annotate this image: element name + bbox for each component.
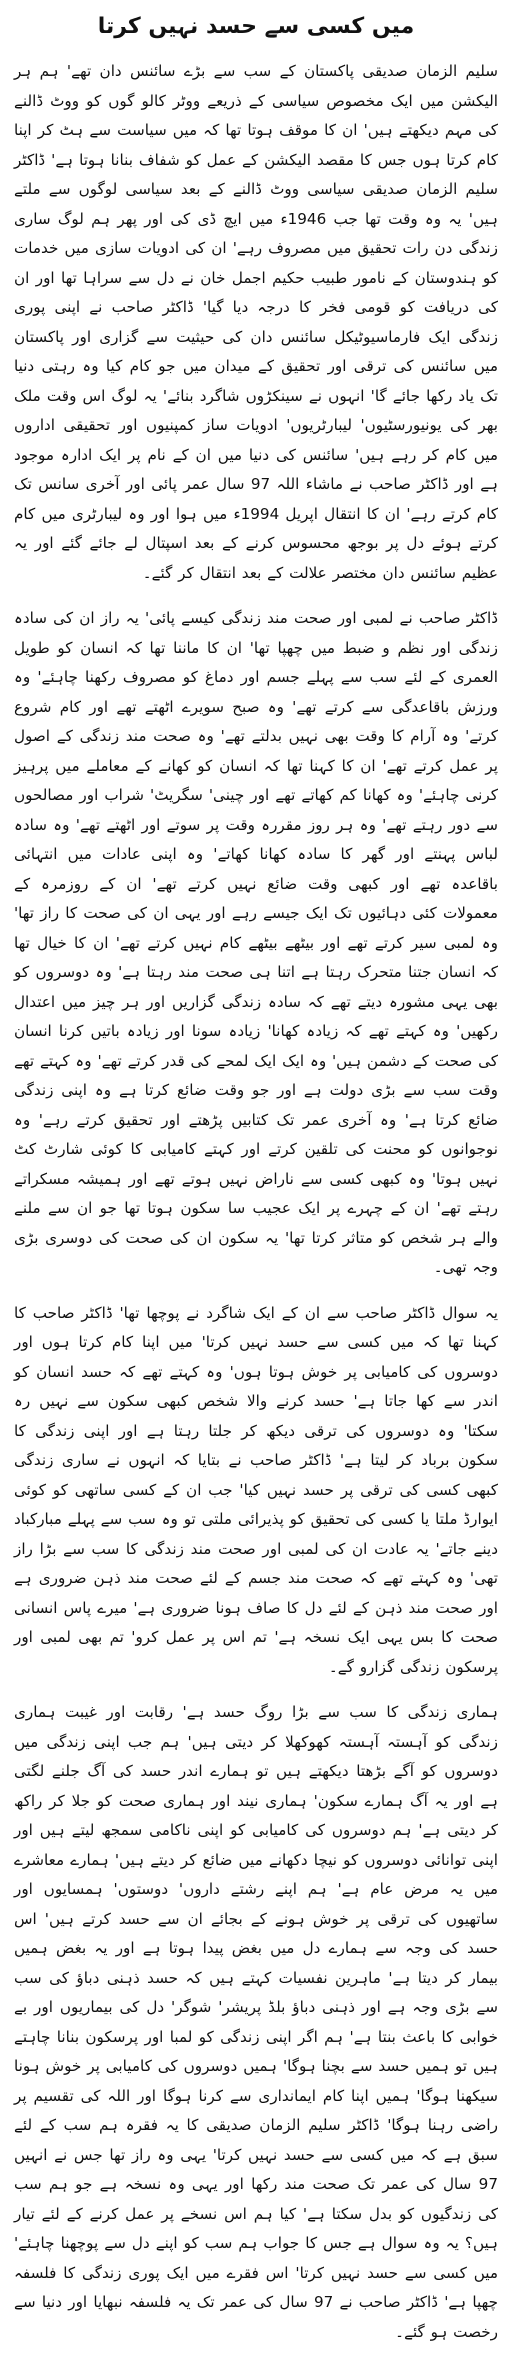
- article-paragraph: سلیم الزمان صدیقی پاکستان کے سب سے بڑے سائنس دان تھے' ہم ہر الیکشن میں ایک مخصوص سیاسی کے ذریعے ووٹر کالو گوں کو ووٹ ڈالنے کی مہم دیکھتے ہیں' ان کا موقف ہوتا تھا کہ میں سیاست سے ہٹ کر اپنا کام کرتا ہوں جس کا مقصد الیکشن کے عمل کو شفاف بنانا ہوتا ہے' ڈاکٹر سلیم الزمان صدیقی سیاسی ووٹ ڈالنے کے بعد سیاسی لوگوں سے ملتے ہیں' یہ وہ وقت تھا جب 1946ء میں ایچ ڈی کی اور پھر ہم لوگ ساری زندگی دن رات تحقیق میں مصروف رہے' ان کی ادویات سازی میں خدمات کو ہندوستان کے نامور طبیب حکیم اجمل خان نے دل سے سراہا تھا اور ان کی دریافت کو قومی فخر کا درجہ دیا گیا' ڈاکٹر صاحب نے اپنی پوری زندگی ایک فارماسیوٹیکل سائنس دان کی حیثیت سے گزاری اور پاکستان میں سائنس کی ترقی اور تحقیق کے میدان میں جو کام کیا وہ رہتی دنیا تک یاد رکھا جائے گا' انہوں نے سینکڑوں شاگرد بنائے' یہ لوگ اس وقت ملک بھر کی یونیورسٹیوں' لیبارٹریوں' ادویات ساز کمپنیوں اور تحقیقی اداروں میں کام کر رہے ہیں' سائنس کی دنیا میں ان کے نام پر ایک ادارہ موجود ہے اور ڈاکٹر صاحب نے ماشاء اللہ 97 سال عمر پائی اور آخری سانس تک کام کرتے رہے' ان کا انتقال اپریل 1994ء میں ہوا اور وہ لیبارٹری میں کام کرتے ہوئے دل پر بوجھ محسوس کرنے کے بعد اسپتال لے جائے گئے اور یہ عظیم سائنس دان مختصر علالت کے بعد انتقال کر گئے۔: [14, 62, 499, 582]
- article-paragraph: یہ سوال ڈاکٹر صاحب سے ان کے ایک شاگرد نے پوچھا تھا' ڈاکٹر صاحب کا کہنا تھا کہ میں کسی سے حسد نہیں کرتا' میں اپنا کام کرتا ہوں اور دوسروں کی کامیابی پر خوش ہوتا ہوں' وہ کہتے تھے کہ حسد انسان کو اندر سے کھا جاتا ہے' حسد کرنے والا شخص کبھی سکون سے نہیں رہ سکتا' وہ دوسروں کی ترقی دیکھ کر جلتا رہتا ہے اور اپنی زندگی کا سکون برباد کر لیتا ہے' ڈاکٹر صاحب نے بتایا کہ انہوں نے ساری زندگی کبھی کسی کی ترقی پر حسد نہیں کیا' جب ان کے کسی ساتھی کو کوئی ایوارڈ ملتا یا کسی کی تحقیق کو پذیرائی ملتی تو وہ سب سے پہلے مبارکباد دینے جاتے' یہ عادت ان کی لمبی اور صحت مند زندگی کا سب سے بڑا راز تھی' وہ کہتے تھے کہ صحت مند جسم کے لئے صحت مند ذہن ضروری ہے اور صحت مند ذہن کے لئے دل کا صاف ہونا ضروری ہے' میرے پاس انسانی صحت کا بس یہی ایک نسخہ ہے' تم اس پر عمل کرو' تم بھی لمبی اور پرسکون زندگی گزارو گے۔: [14, 1303, 498, 1676]
- article-paragraph: ڈاکٹر صاحب نے لمبی اور صحت مند زندگی کیسے پائی' یہ راز ان کی سادہ زندگی اور نظم و ضبط میں چھپا تھا' ان کا ماننا تھا کہ انسان کو طویل العمری کے لئے سب سے پہلے جسم اور دماغ کو مصروف رکھنا چاہئے' وہ ورزش باقاعدگی سے کرتے تھے' وہ صبح سویرے اٹھتے تھے اور کام شروع کرتے' وہ آرام کا وقت بھی نہیں بدلتے تھے' وہ صحت مند زندگی کے اصول پر عمل کرتے تھے' ان کا کہنا تھا کہ انسان کو کھانے کے معاملے میں پرہیز کرنی چاہئے' وہ کھانا کم کھاتے تھے اور چینی' سگریٹ' شراب اور مصالحوں سے دور رہتے تھے' وہ ہر روز مقررہ وقت پر سوتے اور اٹھتے تھے' وہ سادہ لباس پہنتے اور گھر کا سادہ کھانا کھاتے' وہ اپنی عادات میں انتہائی باقاعدہ تھے اور کبھی وقت ضائع نہیں کرتے تھے' ان کے روزمرہ کے معمولات کئی دہائیوں تک ایک جیسے رہے اور یہی ان کی صحت کا راز تھا' وہ لمبی سیر کرتے تھے اور بیٹھے بیٹھے کام نہیں کرتے تھے' ان کا خیال تھا کہ انسان جتنا متحرک رہتا ہے اتنا ہی صحت مند رہتا ہے' وہ دوسروں کو بھی یہی مشورہ دیتے تھے کہ سادہ زندگی گزاریں اور ہر چیز میں اعتدال رکھیں' وہ کہتے تھے کہ زیادہ کھانا' زیادہ سونا اور زیادہ باتیں کرنا انسان کی صحت کے دشمن ہیں' وہ ایک ایک لمحے کی قدر کرتے تھے' وہ کہتے تھے وقت سب سے بڑی دولت ہے اور جو وقت ضائع کرتا ہے وہ اپنی زندگی ضائع کرتا ہے' وہ آخری عمر تک کتابیں پڑھتے اور تحقیق کرتے رہے' وہ نوجوانوں کو محنت کی تلقین کرتے اور کہتے کامیابی کا کوئی شارٹ کٹ نہیں ہوتا' وہ کبھی کسی سے ناراض نہیں ہوتے تھے اور ہمیشہ مسکراتے رہتے تھے' ان کے چہرے پر ایک عجیب سا سکون ہوتا تھا جو ان سے ملنے والے ہر شخص کو متاثر کرتا تھا' یہ سکون ان کی صحت کی دوسری بڑی وجہ تھی۔: [14, 609, 498, 1276]
- article-title: میں کسی سے حسد نہیں کرتا: [14, 10, 498, 49]
- article-paragraph: ہماری زندگی کا سب سے بڑا روگ حسد ہے' رقابت اور غیبت ہماری زندگی کو آہستہ آہستہ کھوکھلا کر دیتی ہیں' ہم جب اپنی زندگی میں دوسروں کو آگے بڑھتا دیکھتے ہیں تو ہمارے اندر حسد کی آگ جلنے لگتی ہے اور یہ آگ ہمارے سکون' ہماری نیند اور ہماری صحت کو جلا کر راکھ کر دیتی ہے' ہم دوسروں کی کامیابی کو اپنی ناکامی سمجھ لیتے ہیں اور اپنی توانائی دوسروں کو نیچا دکھانے میں ضائع کر دیتے ہیں' ہمارے معاشرے میں یہ مرض عام ہے' ہم اپنے رشتے داروں' دوستوں' ہمسایوں اور ساتھیوں کی ترقی پر خوش ہونے کے بجائے ان سے حسد کرتے ہیں' اس حسد کی وجہ سے ہمارے دل میں بغض پیدا ہوتا ہے اور یہ بغض ہمیں بیمار کر دیتا ہے' ماہرین نفسیات کہتے ہیں کہ حسد ذہنی دباؤ کی سب سے بڑی وجہ ہے اور ذہنی دباؤ بلڈ پریشر' شوگر' دل کی بیماریوں اور بے خوابی کا باعث بنتا ہے' ہم اگر اپنی زندگی کو لمبا اور پرسکون بنانا چاہتے ہیں تو ہمیں حسد سے بچنا ہوگا' ہمیں دوسروں کی کامیابی پر خوش ہونا سیکھنا ہوگا' ہمیں اپنا کام ایمانداری سے کرنا ہوگا اور اللہ کی تقسیم پر راضی رہنا ہوگا' ڈاکٹر سلیم الزمان صدیقی کا یہ فقرہ ہم سب کے لئے سبق ہے کہ میں کسی سے حسد نہیں کرتا' یہی وہ راز تھا جس نے انہیں 97 سال کی عمر تک صحت مند رکھا اور یہی وہ نسخہ ہے جو ہم سب کی زندگیوں کو بدل سکتا ہے' کیا ہم اس نسخے پر عمل کرنے کے لئے تیار ہیں؟ یہ وہ سوال ہے جس کا جواب ہم سب کو اپنے دل سے پوچھنا چاہئے' میں کسی سے حسد نہیں کرتا' اس فقرے میں ایک پوری زندگی کا فلسفہ چھپا ہے' ڈاکٹر صاحب نے 97 سال کی عمر تک یہ فلسفہ نبھایا اور دنیا سے رخصت ہو گئے۔: [14, 1703, 498, 2341]
